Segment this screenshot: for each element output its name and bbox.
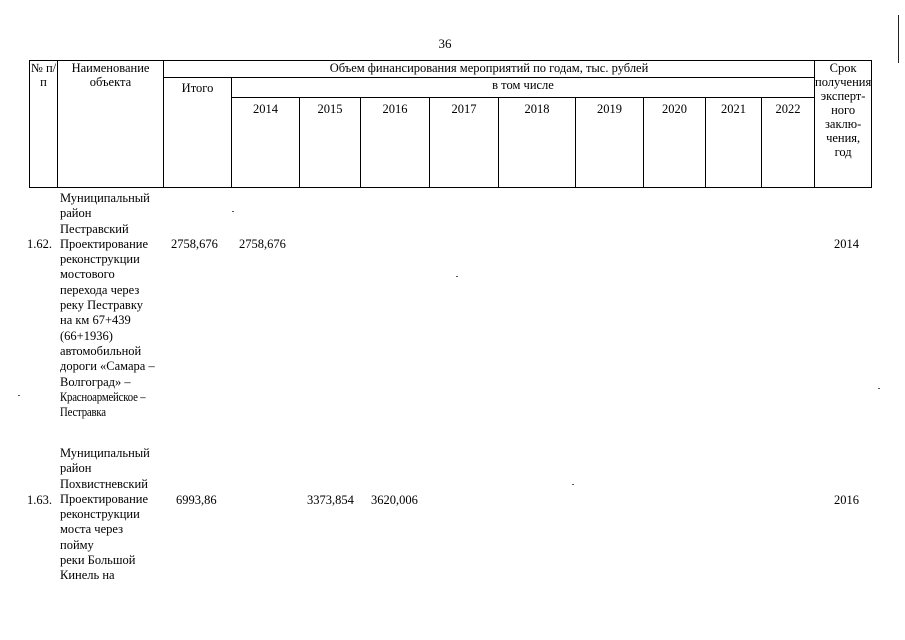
page-number: 36: [438, 36, 452, 51]
row-deadline: 2014: [834, 237, 859, 251]
scan-speck: [232, 211, 234, 212]
row-name: Муниципальный район Похвистневский Проектирование реконструкции моста через пойму реки Большой Кинель на: [60, 446, 150, 583]
row-number: 1.62.: [27, 237, 52, 251]
col-header-year: 2020: [644, 98, 706, 188]
scan-speck: [18, 395, 20, 396]
row-total: 2758,676: [171, 237, 218, 251]
col-header-name: Наименование объекта: [58, 61, 164, 188]
col-header-year: 2014: [232, 98, 300, 188]
col-header-total: Итого: [164, 78, 232, 188]
col-header-year: 2016: [361, 98, 430, 188]
col-header-year: 2017: [430, 98, 499, 188]
scan-speck: [572, 484, 574, 485]
row-total: 6993,86: [176, 493, 217, 507]
col-header-year: 2015: [300, 98, 361, 188]
financing-table-header: [29, 60, 872, 188]
col-header-including: в том числе: [232, 78, 815, 98]
col-header-year: 2022: [762, 98, 815, 188]
row-value-2014: 2758,676: [239, 237, 286, 251]
row-number: 1.63.: [27, 493, 52, 507]
scan-speck: [456, 276, 458, 277]
page-edge-line: [898, 15, 899, 63]
row-value-2015: 3373,854: [307, 493, 354, 507]
col-header-volume: Объем финансирования мероприятий по годам, тыс. рублей: [164, 61, 815, 78]
row-deadline: 2016: [834, 493, 859, 507]
col-header-num: № п/п: [30, 61, 58, 188]
scan-speck: [878, 388, 880, 389]
col-header-year: 2021: [706, 98, 762, 188]
row-name: Муниципальный район Пестравский Проектирование реконструкции мостового перехода через реку Пестравку на км 67+439 (66+1936) автомобильной дороги «Самара – Волгоград» – Красноармейское – Пестравка: [60, 191, 155, 420]
row-value-2016: 3620,006: [371, 493, 418, 507]
col-header-deadline: Срок получения эксперт- ного заклю- чения, год: [815, 61, 872, 188]
col-header-year: 2019: [576, 98, 644, 188]
col-header-year: 2018: [499, 98, 576, 188]
